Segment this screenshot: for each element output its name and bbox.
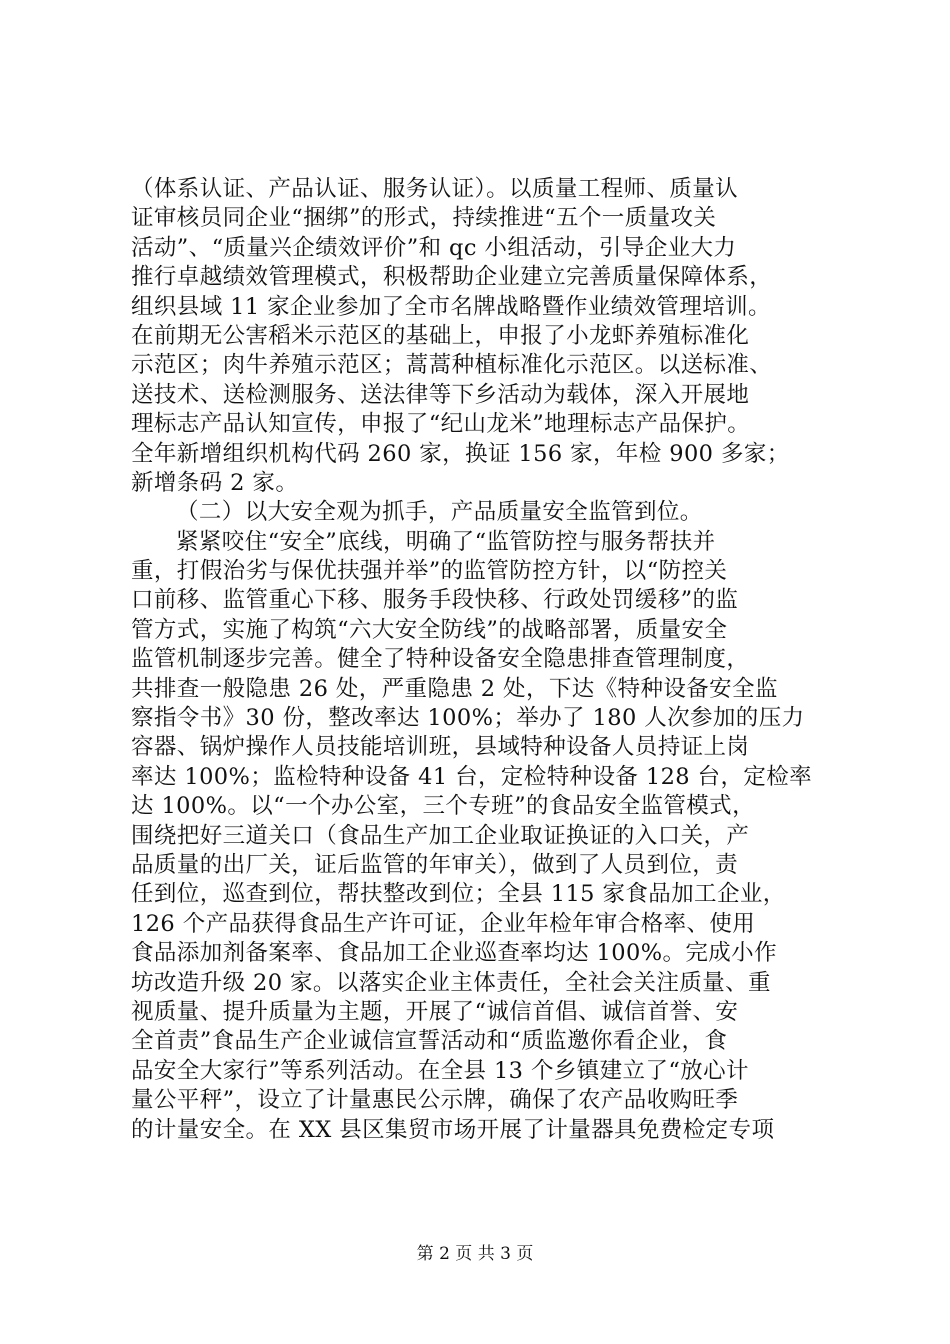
section-heading	[131, 498, 831, 527]
heading-line: （二）以大安全观为抓手，产品质量安全监管到位。	[176, 499, 703, 526]
text-line: 126 个产品获得食品生产许可证，企业年检年审合格率、使用	[131, 910, 756, 937]
text-line: 率达 100%；监检特种设备 41 台，定检特种设备 128 台，定检率	[131, 763, 813, 790]
text-line: 管方式，实施了构筑“六大安全防线”的战略部署，质量安全	[131, 616, 728, 643]
text-line: 达 100%。以“一个办公室，三个专班”的食品安全监管模式，	[131, 793, 755, 820]
text-line: 活动”、“质量兴企绩效评价”和 qc 小组活动，引导企业大力	[131, 234, 737, 261]
text-line: 量公平秤”，设立了计量惠民公示牌，确保了农产品收购旺季	[131, 1087, 739, 1114]
text-line: 重，打假治劣与保优扶强并举”的监管防控方针，以“防控关	[131, 558, 728, 585]
text-line: 围绕把好三道关口（食品生产加工企业取证换证的入口关，产	[131, 822, 750, 849]
page-number-label: 第 2 页 共 3 页	[416, 1244, 534, 1264]
text-line: 容器、锅炉操作人员技能培训班，县域特种设备人员持证上岗	[131, 734, 750, 761]
text-line: 的计量安全。在 XX 县区集贸市场开展了计量器具免费检定专项	[131, 1116, 775, 1143]
text-line: 察指令书》30 份，整改率达 100%；举办了 180 人次参加的压力	[131, 705, 805, 732]
text-line: 口前移、监管重心下移、服务手段快移、行政处罚缓移”的监	[131, 587, 739, 614]
text-line: 食品添加剂备案率、食品加工企业巡查率均达 100%。完成小作	[131, 940, 777, 967]
document-body	[131, 175, 831, 1145]
text-line: 品质量的出厂关，证后监管的年审关），做到了人员到位，责	[131, 851, 739, 878]
text-line: 紧紧咬住“安全”底线，明确了“监管防控与服务帮扶并	[176, 528, 716, 555]
text-line: 新增条码 2 家。	[131, 469, 299, 496]
paragraph-quality-certification	[131, 175, 831, 498]
text-line: 共排查一般隐患 26 处，严重隐患 2 处，下达《特种设备安全监	[131, 675, 778, 702]
text-line: （体系认证、产品认证、服务认证）。以质量工程师、质量认	[131, 176, 739, 202]
text-line: 品安全大家行”等系列活动。在全县 13 个乡镇建立了“放心计	[131, 1057, 749, 1084]
text-line: 监管机制逐步完善。健全了特种设备安全隐患排查管理制度，	[131, 646, 750, 673]
text-line: 全年新增组织机构代码 260 家，换证 156 家，年检 900 多家；	[131, 440, 790, 467]
text-line: 证审核员同企业“捆绑”的形式，持续推进“五个一质量攻关	[131, 205, 717, 232]
text-line: 理标志产品认知宣传，申报了“纪山龙米”地理标志产品保护。	[131, 411, 751, 438]
text-line: 视质量、提升质量为主题，开展了“诚信首倡、诚信首誉、安	[131, 998, 739, 1025]
text-line: 坊改造升级 20 家。以落实企业主体责任，全社会关注质量、重	[131, 969, 771, 996]
text-line: 全首责”食品生产企业诚信宣誓活动和“质监邀你看企业，食	[131, 1028, 728, 1055]
text-line: 示范区；肉牛养殖示范区；蒿蒿种植标准化示范区。以送标准、	[131, 352, 773, 379]
text-line: 组织县域 11 家企业参加了全市名牌战略暨作业绩效管理培训。	[131, 293, 771, 320]
page-footer	[0, 1243, 950, 1265]
text-line: 任到位，巡查到位，帮扶整改到位；全县 115 家食品加工企业，	[131, 881, 786, 908]
paragraph-safety-supervision	[131, 528, 831, 1145]
text-line: 在前期无公害稻米示范区的基础上，申报了小龙虾养殖标准化	[131, 322, 750, 349]
text-line: 送技术、送检测服务、送法律等下乡活动为载体，深入开展地	[131, 381, 750, 408]
text-line: 推行卓越绩效管理模式，积极帮助企业建立完善质量保障体系，	[131, 264, 773, 291]
